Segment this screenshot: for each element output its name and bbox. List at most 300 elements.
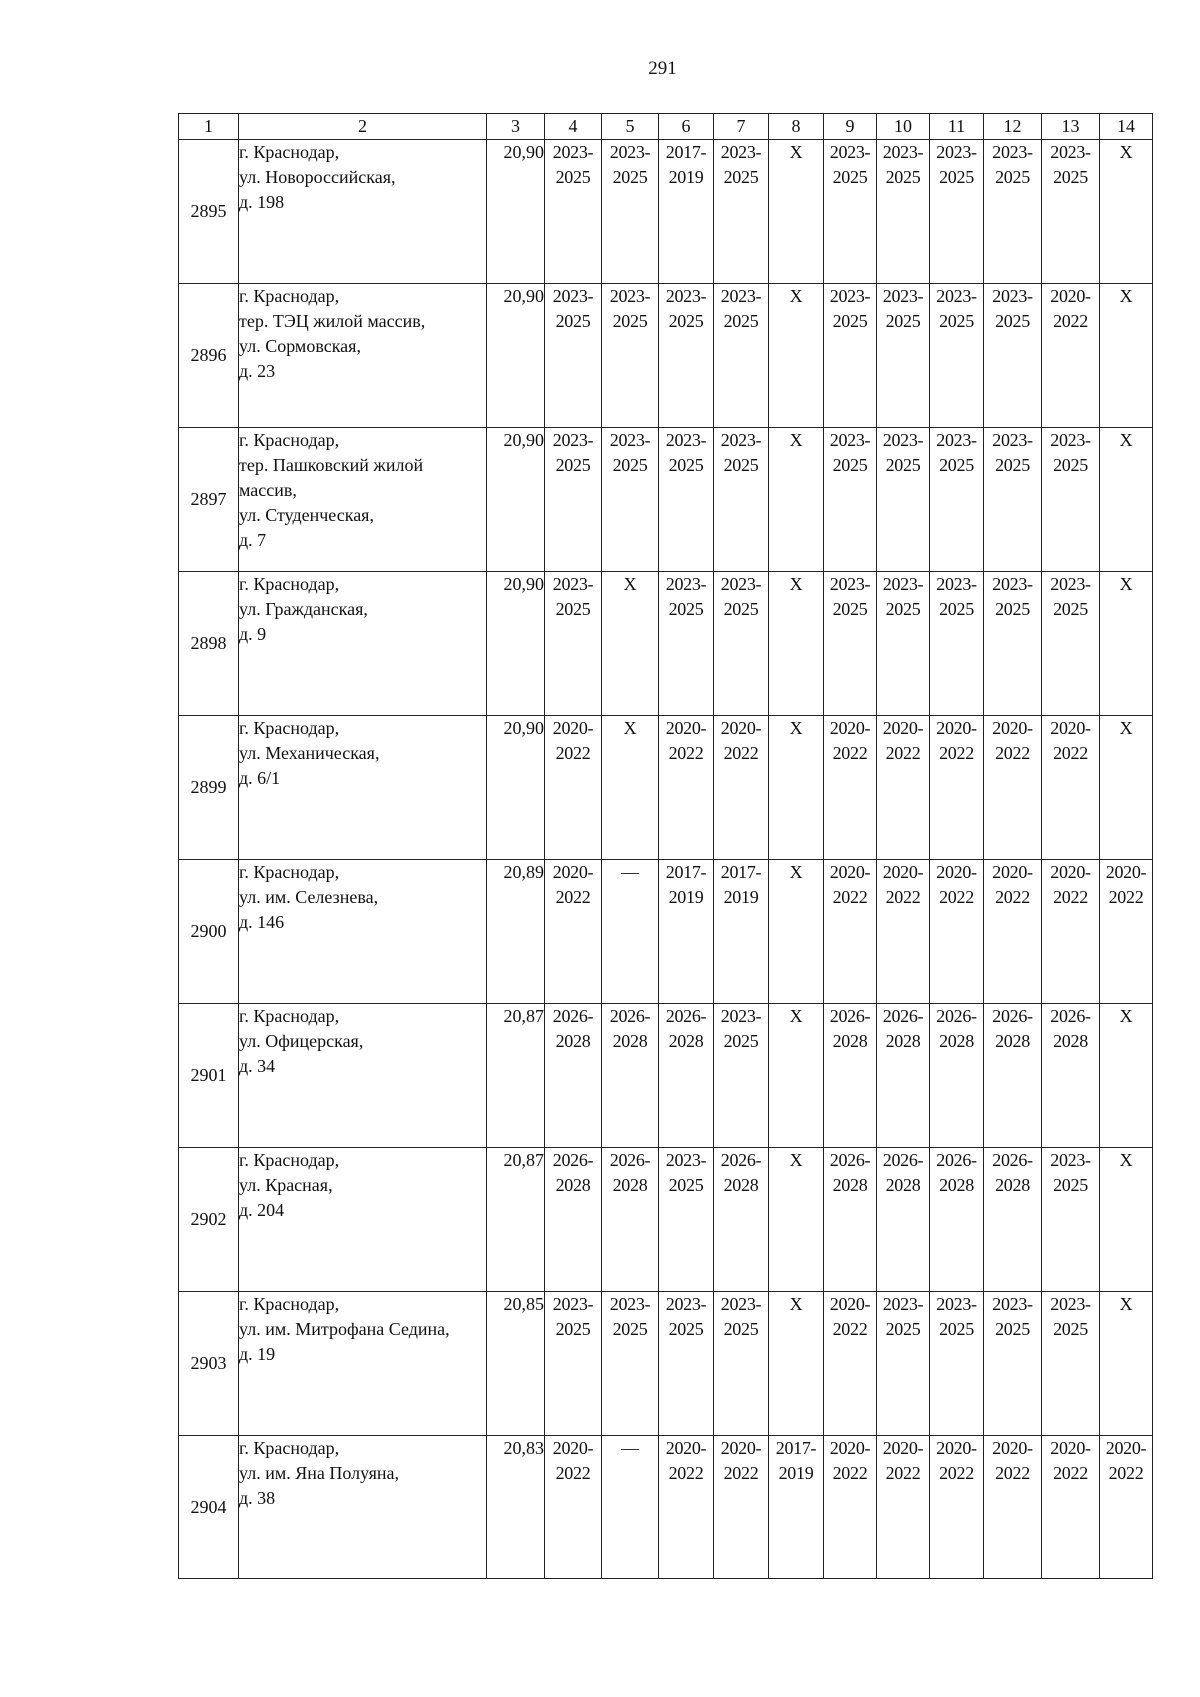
period-cell: [930, 1292, 984, 1436]
period-cell: [1100, 572, 1153, 716]
period-text: 2017-: [775, 1438, 817, 1458]
period-cell: [545, 1436, 602, 1579]
address-cell: [239, 428, 487, 572]
period-cell: [984, 572, 1042, 716]
table-row: [179, 572, 1153, 716]
period-cell: [1042, 572, 1100, 716]
period-text: 2025: [995, 1319, 1030, 1339]
period-text: 2025: [832, 311, 868, 331]
period-text: 2023-: [936, 1294, 977, 1314]
data-table: [178, 113, 1153, 1579]
address-cell: [239, 140, 487, 284]
period-cell: [545, 140, 602, 284]
address-line: г. Краснодар,: [239, 286, 340, 306]
period-cell: [1100, 284, 1153, 428]
period-text: 2020-: [1050, 286, 1091, 306]
period-text: 2022: [723, 743, 759, 763]
period-text: 2026-: [936, 1150, 977, 1170]
period-cell: [545, 1004, 602, 1148]
address-line: г. Краснодар,: [239, 142, 340, 162]
period-cell: [1042, 716, 1100, 860]
table-body: [179, 140, 1153, 1579]
period-cell: [877, 1004, 930, 1148]
period-text: 2020-: [829, 1294, 871, 1314]
period-text: 2022: [555, 1463, 591, 1483]
period-text: 2028: [939, 1031, 974, 1051]
period-cell: [1100, 1436, 1153, 1579]
period-text: 2020-: [1105, 1438, 1147, 1458]
period-text: 2025: [723, 455, 759, 475]
period-text: 2020-: [552, 862, 594, 882]
period-text: 2025: [668, 1319, 704, 1339]
period-text: 2022: [939, 1463, 974, 1483]
period-cell: [769, 284, 824, 428]
period-text: X: [1119, 286, 1133, 306]
address-line: д. 38: [239, 1488, 276, 1508]
period-text: 2025: [885, 455, 921, 475]
period-text: 2020-: [829, 862, 871, 882]
address-line: д. 7: [239, 530, 267, 550]
period-text: 2020-: [882, 862, 924, 882]
period-text: X: [1119, 1006, 1133, 1026]
period-cell: [659, 1436, 714, 1579]
period-cell: [769, 1004, 824, 1148]
period-cell: [1100, 428, 1153, 572]
row-number: 2902: [179, 1148, 239, 1292]
period-text: 2019: [778, 1463, 814, 1483]
period-cell: [769, 1148, 824, 1292]
period-text: 2023-: [1050, 142, 1091, 162]
period-text: 2025: [612, 311, 648, 331]
period-text: 2023-: [992, 286, 1033, 306]
period-text: 2025: [555, 455, 591, 475]
period-cell: [877, 1436, 930, 1579]
period-cell: [1100, 860, 1153, 1004]
period-text: 2023-: [720, 1006, 762, 1026]
period-text: 2023-: [609, 1294, 651, 1314]
period-text: 2025: [668, 311, 704, 331]
period-cell: [545, 572, 602, 716]
period-text: 2026-: [882, 1150, 924, 1170]
period-text: 2025: [612, 167, 648, 187]
page-number: 291: [648, 58, 677, 79]
period-text: X: [789, 862, 803, 882]
column-header: 14: [1100, 114, 1153, 140]
period-text: 2023-: [882, 430, 924, 450]
period-cell: [877, 428, 930, 572]
period-text: 2025: [885, 1319, 921, 1339]
period-text: 2020-: [665, 1438, 707, 1458]
period-text: 2023-: [720, 430, 762, 450]
period-text: 2025: [668, 599, 704, 619]
period-text: 2023-: [1050, 430, 1091, 450]
column-header: 9: [824, 114, 877, 140]
period-text: 2025: [668, 455, 704, 475]
period-text: 2026-: [829, 1150, 871, 1170]
period-text: 2020-: [992, 718, 1033, 738]
column-header: 12: [984, 114, 1042, 140]
period-text: 2025: [939, 167, 974, 187]
period-cell: [545, 428, 602, 572]
address-cell: [239, 716, 487, 860]
period-text: 2020-: [992, 862, 1033, 882]
period-text: 2022: [995, 1463, 1030, 1483]
address-line: д. 23: [239, 361, 276, 381]
period-text: 2019: [723, 887, 759, 907]
period-text: 2020-: [1105, 862, 1147, 882]
period-cell: [984, 1004, 1042, 1148]
period-cell: [545, 1292, 602, 1436]
header-row: [179, 114, 1153, 140]
address-line: д. 9: [239, 624, 267, 644]
address-line: г. Краснодар,: [239, 430, 340, 450]
period-text: 2025: [995, 311, 1030, 331]
address-line: г. Краснодар,: [239, 574, 340, 594]
period-cell: [769, 140, 824, 284]
column-header: 7: [714, 114, 769, 140]
period-cell: [1042, 1436, 1100, 1579]
period-cell: [824, 1004, 877, 1148]
period-text: X: [789, 574, 803, 594]
period-text: 2025: [939, 1319, 974, 1339]
period-text: 2028: [555, 1031, 591, 1051]
period-text: 2020-: [1050, 862, 1091, 882]
period-cell: [984, 716, 1042, 860]
period-text: 2025: [555, 1319, 591, 1339]
period-cell: [602, 1436, 659, 1579]
period-text: X: [1119, 142, 1133, 162]
period-cell: [714, 860, 769, 1004]
period-cell: [984, 860, 1042, 1004]
address-line: ул. им. Селезнева,: [239, 887, 379, 907]
period-text: 2023-: [665, 286, 707, 306]
period-cell: [769, 428, 824, 572]
period-text: X: [789, 718, 803, 738]
period-cell: [930, 572, 984, 716]
period-cell: [1042, 1148, 1100, 1292]
period-text: 2026-: [609, 1150, 651, 1170]
period-text: 2023-: [829, 142, 871, 162]
period-cell: [984, 1292, 1042, 1436]
period-cell: [824, 572, 877, 716]
period-text: 2025: [995, 455, 1030, 475]
value-cell: 20,87: [487, 1004, 545, 1148]
period-text: 2019: [668, 167, 704, 187]
row-number: 2900: [179, 860, 239, 1004]
address-line: ул. Студенческая,: [239, 505, 374, 525]
period-cell: [824, 428, 877, 572]
period-text: 2028: [832, 1031, 868, 1051]
period-cell: [602, 140, 659, 284]
address-line: г. Краснодар,: [239, 1438, 340, 1458]
period-cell: [930, 1004, 984, 1148]
period-text: 2023-: [936, 574, 977, 594]
period-text: 2023-: [720, 142, 762, 162]
period-text: 2017-: [665, 142, 707, 162]
period-text: X: [789, 1006, 803, 1026]
table-row: [179, 1148, 1153, 1292]
table-row: [179, 716, 1153, 860]
address-line: ул. им. Митрофана Седина,: [239, 1319, 450, 1339]
period-cell: [659, 1148, 714, 1292]
address-line: ул. Гражданская,: [239, 599, 368, 619]
period-cell: [824, 284, 877, 428]
period-cell: [714, 1436, 769, 1579]
period-cell: [659, 428, 714, 572]
period-cell: [714, 1292, 769, 1436]
period-text: 2022: [832, 887, 868, 907]
period-text: 2020-: [992, 1438, 1033, 1458]
period-text: 2022: [832, 1319, 868, 1339]
column-header: 11: [930, 114, 984, 140]
period-text: 2025: [723, 1031, 759, 1051]
address-line: ул. Офицерская,: [239, 1031, 364, 1051]
period-cell: [877, 140, 930, 284]
period-cell: [984, 1436, 1042, 1579]
period-text: 2023-: [609, 142, 651, 162]
period-text: 2023-: [552, 142, 594, 162]
period-text: X: [1119, 574, 1133, 594]
period-cell: [714, 716, 769, 860]
period-text: 2020-: [829, 718, 871, 738]
period-text: 2023-: [1050, 1294, 1091, 1314]
row-number: 2903: [179, 1292, 239, 1436]
period-text: 2028: [885, 1031, 921, 1051]
period-cell: [877, 1148, 930, 1292]
period-text: 2023-: [552, 1294, 594, 1314]
period-text: 2023-: [882, 142, 924, 162]
period-cell: [659, 140, 714, 284]
period-text: 2028: [723, 1175, 759, 1195]
period-text: 2023-: [665, 430, 707, 450]
period-text: 2025: [1053, 455, 1088, 475]
value-cell: 20,90: [487, 428, 545, 572]
period-text: 2025: [885, 311, 921, 331]
period-text: 2025: [939, 455, 974, 475]
period-text: 2025: [939, 599, 974, 619]
period-text: 2023-: [720, 286, 762, 306]
period-cell: [824, 140, 877, 284]
period-text: 2023-: [552, 430, 594, 450]
period-cell: [1042, 1004, 1100, 1148]
address-line: г. Краснодар,: [239, 1294, 340, 1314]
period-cell: [930, 1148, 984, 1292]
period-text: X: [789, 1294, 803, 1314]
period-text: 2023-: [720, 1294, 762, 1314]
period-text: 2025: [1053, 1319, 1088, 1339]
period-cell: [984, 428, 1042, 572]
period-text: X: [1119, 430, 1133, 450]
period-text: 2028: [995, 1175, 1030, 1195]
period-text: 2026-: [1050, 1006, 1091, 1026]
address-line: д. 146: [239, 912, 285, 932]
period-cell: [877, 284, 930, 428]
period-text: 2020-: [665, 718, 707, 738]
address-line: тер. ТЭЦ жилой массив,: [239, 311, 426, 331]
period-text: X: [789, 430, 803, 450]
period-text: 2022: [1053, 1463, 1088, 1483]
period-text: 2022: [995, 743, 1030, 763]
value-cell: 20,90: [487, 572, 545, 716]
period-text: 2023-: [829, 574, 871, 594]
period-cell: [1042, 860, 1100, 1004]
address-line: ул. им. Яна Полуяна,: [239, 1463, 400, 1483]
period-text: 2023-: [609, 430, 651, 450]
period-text: X: [1119, 1150, 1133, 1170]
address-line: тер. Пашковский жилой: [239, 455, 424, 475]
period-cell: [714, 428, 769, 572]
address-line: массив,: [239, 480, 297, 500]
period-cell: [659, 284, 714, 428]
period-cell: [930, 716, 984, 860]
period-text: 2026-: [882, 1006, 924, 1026]
period-text: 2023-: [992, 142, 1033, 162]
period-text: 2020-: [720, 1438, 762, 1458]
period-cell: [602, 1292, 659, 1436]
period-cell: [659, 716, 714, 860]
address-cell: [239, 1148, 487, 1292]
period-text: 2022: [995, 887, 1030, 907]
column-header: 4: [545, 114, 602, 140]
period-text: 2022: [1108, 1463, 1144, 1483]
period-text: 2025: [1053, 1175, 1088, 1195]
period-text: 2020-: [720, 718, 762, 738]
period-text: 2023-: [936, 286, 977, 306]
period-text: 2019: [668, 887, 704, 907]
period-text: 2020-: [552, 1438, 594, 1458]
period-text: 2026-: [552, 1006, 594, 1026]
period-text: 2023-: [1050, 574, 1091, 594]
period-text: 2020-: [1050, 718, 1091, 738]
address-line: д. 6/1: [239, 768, 281, 788]
period-text: 2023-: [552, 574, 594, 594]
row-number: 2899: [179, 716, 239, 860]
period-cell: [602, 428, 659, 572]
period-cell: [930, 140, 984, 284]
value-cell: 20,85: [487, 1292, 545, 1436]
period-text: 2022: [1053, 311, 1088, 331]
column-header: 6: [659, 114, 714, 140]
address-cell: [239, 284, 487, 428]
period-text: 2023-: [829, 286, 871, 306]
period-text: 2028: [612, 1175, 648, 1195]
period-text: 2025: [832, 599, 868, 619]
period-text: 2025: [612, 455, 648, 475]
period-text: 2023-: [829, 430, 871, 450]
period-text: 2023-: [552, 286, 594, 306]
column-header: 13: [1042, 114, 1100, 140]
period-cell: [1042, 1292, 1100, 1436]
period-text: 2026-: [552, 1150, 594, 1170]
table-row: [179, 1004, 1153, 1148]
address-line: ул. Сормовская,: [239, 336, 361, 356]
address-line: д. 204: [239, 1200, 285, 1220]
period-text: 2026-: [609, 1006, 651, 1026]
row-number: 2898: [179, 572, 239, 716]
period-text: 2028: [668, 1031, 704, 1051]
table-row: [179, 140, 1153, 284]
row-number: 2895: [179, 140, 239, 284]
period-text: 2023-: [992, 1294, 1033, 1314]
period-text: 2020-: [882, 1438, 924, 1458]
period-text: 2022: [832, 743, 868, 763]
period-cell: [714, 1004, 769, 1148]
column-header: 5: [602, 114, 659, 140]
period-text: 2025: [668, 1175, 704, 1195]
period-cell: [1100, 716, 1153, 860]
period-cell: [769, 716, 824, 860]
period-text: —: [621, 1438, 639, 1458]
period-text: 2025: [723, 167, 759, 187]
period-text: 2028: [555, 1175, 591, 1195]
period-text: 2028: [832, 1175, 868, 1195]
column-header: 3: [487, 114, 545, 140]
period-text: 2025: [832, 167, 868, 187]
period-cell: [984, 284, 1042, 428]
period-text: 2025: [723, 599, 759, 619]
period-text: 2020-: [829, 1438, 871, 1458]
period-cell: [824, 1292, 877, 1436]
period-text: 2023-: [936, 430, 977, 450]
period-text: 2022: [1053, 887, 1088, 907]
value-cell: 20,89: [487, 860, 545, 1004]
period-cell: [1042, 284, 1100, 428]
table-row: [179, 1292, 1153, 1436]
period-cell: [824, 716, 877, 860]
period-cell: [659, 1004, 714, 1148]
period-text: 2020-: [936, 862, 977, 882]
period-text: 2026-: [992, 1006, 1033, 1026]
period-text: 2026-: [665, 1006, 707, 1026]
period-cell: [984, 1148, 1042, 1292]
period-text: 2025: [885, 599, 921, 619]
period-cell: [659, 572, 714, 716]
address-line: ул. Красная,: [239, 1175, 333, 1195]
period-text: 2023-: [665, 1150, 707, 1170]
period-cell: [714, 572, 769, 716]
address-line: д. 198: [239, 192, 285, 212]
period-text: X: [1119, 718, 1133, 738]
table-row: [179, 860, 1153, 1004]
period-cell: [877, 572, 930, 716]
table-row: [179, 284, 1153, 428]
row-number: 2897: [179, 428, 239, 572]
period-text: 2022: [1108, 887, 1144, 907]
period-text: 2023-: [882, 286, 924, 306]
period-text: 2025: [555, 167, 591, 187]
period-cell: [714, 284, 769, 428]
period-cell: [602, 716, 659, 860]
period-cell: [545, 1148, 602, 1292]
period-text: 2022: [885, 1463, 921, 1483]
period-text: 2023-: [992, 574, 1033, 594]
period-text: 2020-: [1050, 1438, 1091, 1458]
period-text: 2023-: [882, 1294, 924, 1314]
period-cell: [659, 860, 714, 1004]
address-line: г. Краснодар,: [239, 1150, 340, 1170]
period-text: 2026-: [936, 1006, 977, 1026]
row-number: 2901: [179, 1004, 239, 1148]
period-text: 2022: [939, 887, 974, 907]
value-cell: 20,87: [487, 1148, 545, 1292]
period-cell: [602, 572, 659, 716]
period-cell: [602, 1004, 659, 1148]
period-cell: [824, 1148, 877, 1292]
period-cell: [769, 1436, 824, 1579]
address-cell: [239, 1004, 487, 1148]
column-header: 1: [179, 114, 239, 140]
period-cell: [1100, 1292, 1153, 1436]
